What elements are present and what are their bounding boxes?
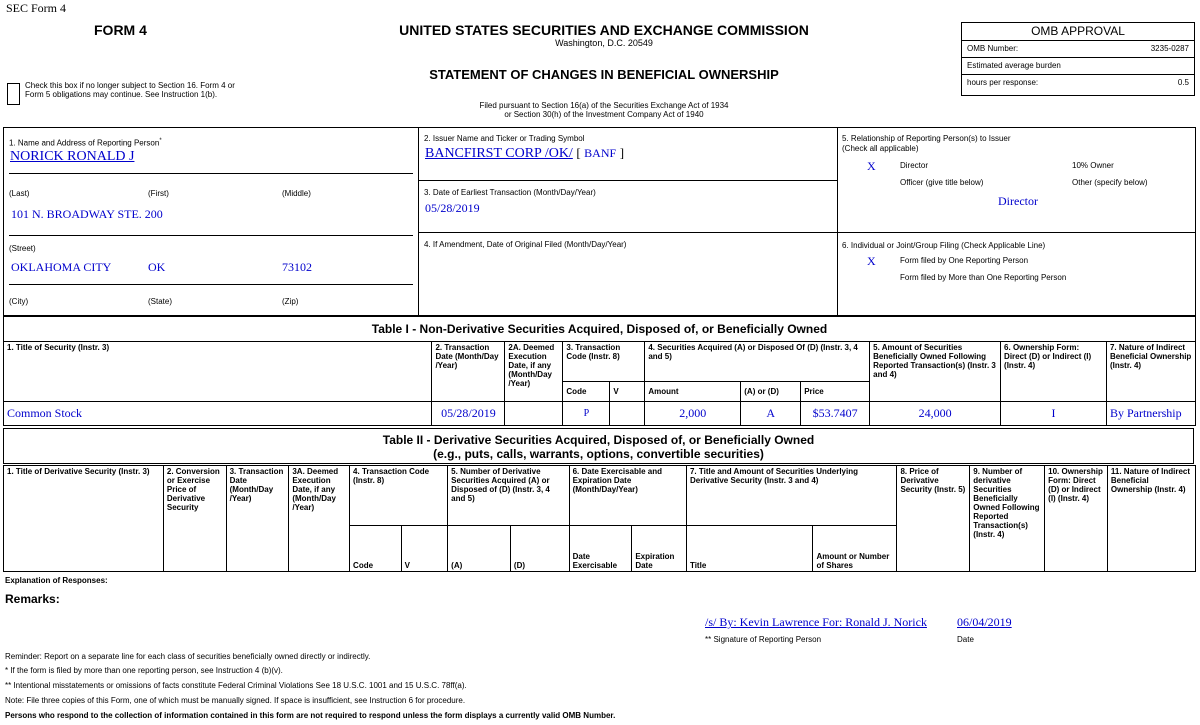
form-title: FORM 4 [94,22,147,38]
other-label: Other (specify below) [1072,178,1148,187]
table2-title-line2: (e.g., puts, calls, warrants, options, convertible securities) [433,447,764,461]
box5-relationship [838,128,1195,233]
transaction-date: 05/28/2019 [432,402,505,426]
t2-h-title-sub: Title [686,526,812,572]
divider [9,235,413,236]
one-person-mark: X [867,254,876,268]
t2-h-code: 4. Transaction Code (Instr. 8) [350,466,448,526]
t2-h-nature: 11. Nature of Indirect Beneficial Ownership (Instr. 4) [1107,466,1195,572]
t1-h-amount: Amount [645,382,741,402]
last-label: (Last) [9,189,30,198]
nature-of-ownership: By Partnership [1106,402,1195,426]
city-label: (City) [9,297,29,306]
table2-title-line1: Table II - Derivative Securities Acquired, Disposed of, or Beneficially Owned [382,433,815,447]
box6-filing-type [838,233,1195,315]
note-multiple-persons: * If the form is filed by more than one reporting person, see Instruction 4 (b)(v). [5,666,283,675]
t1-h-form: 6. Ownership Form: Direct (D) or Indirect (I) (Instr. 4) [1001,342,1107,402]
reporting-info-grid [3,127,1196,316]
issuer-name-link[interactable]: BANCFIRST CORP /OK/ [425,146,573,161]
t1-h-owned: 5. Amount of Securities Beneficially Owned Following Reported Transaction(s) (Instr. 3 and 4) [870,342,1001,402]
omb-approval-box [961,22,1195,96]
t2-h-v-sub: V [401,526,448,572]
t2-h-number-owned: 9. Number of derivative Securities Beneficially Owned Following Reported Transaction(s) (Instr. 4) [970,466,1045,572]
ownership-form: I [1001,402,1107,426]
city-value: OKLAHOMA CITY [11,260,112,274]
deemed-date [505,402,563,426]
non-derivative-table [3,341,1196,426]
t2-h-exercisable: 6. Date Exercisable and Expiration Date (Month/Day/Year) [569,466,686,526]
derivative-table [3,465,1196,572]
t2-h-price: 8. Price of Derivative Security (Instr. 5) [897,466,970,572]
officer-label: Officer (give title below) [900,178,984,187]
director-label: Director [900,161,929,170]
street-label: (Street) [9,244,36,253]
t2-h-expiration: Expiration Date [632,526,687,572]
remarks-label: Remarks: [5,592,60,606]
box2-issuer [419,128,837,181]
t2-h-form: 10. Ownership Form: Direct (D) or Indirect (I) (Instr. 4) [1045,466,1108,572]
t1-h-deemed: 2A. Deemed Execution Date, if any (Month/Day /Year) [505,342,563,402]
divider [9,284,413,285]
t1-h-title: 1. Title of Security (Instr. 3) [4,342,432,402]
security-title: Common Stock [4,402,432,426]
t1-h-date: 2. Transaction Date (Month/Day /Year) [432,342,505,402]
divider [9,173,413,174]
middle-label: (Middle) [282,189,311,198]
t2-h-date: 3. Transaction Date (Month/Day /Year) [226,466,289,572]
t2-h-conversion: 2. Conversion or Exercise Price of Derivative Security [163,466,226,572]
officer-title-value: Director [998,194,1038,208]
date-label: Date [957,635,974,644]
filed-line-1: Filed pursuant to Section 16(a) of the Securities Exchange Act of 1934 [479,101,729,110]
one-person-label: Form filed by One Reporting Person [900,256,1029,265]
t1-h-acquired: 4. Securities Acquired (A) or Disposed Of (D) (Instr. 3, 4 and 5) [645,342,870,382]
filed-pursuant [300,101,908,119]
omb-number-value: 3235-0287 [1150,44,1189,53]
zip-label: (Zip) [282,297,299,306]
ticker-symbol: BANF [584,146,617,160]
t2-h-number: 5. Number of Derivative Securities Acquired (A) or Disposed of (D) (Instr. 3, 4 and 5) [448,466,569,526]
street-address: 101 N. BROADWAY STE. 200 [11,207,163,221]
amount-value: 2,000 [645,402,741,426]
signature-date-link[interactable]: 06/04/2019 [957,615,1012,629]
box2-label: 2. Issuer Name and Ticker or Trading Symbol [424,134,585,143]
explanation-label: Explanation of Responses: [5,576,108,585]
commission-title: UNITED STATES SECURITIES AND EXCHANGE COMMISSION [399,22,809,38]
state-label: (State) [148,297,173,306]
note-omb: Persons who respond to the collection of information contained in this form are not required to respond unless the form displays a currently valid OMB Number. [5,711,616,720]
section16-checkbox[interactable] [7,83,20,105]
table2-title [3,428,1194,464]
ticker-close: ] [619,145,625,160]
table-row [4,402,1196,426]
zip-value: 73102 [282,260,312,274]
issuer-line [425,145,624,162]
state-value: OK [148,260,166,274]
t1-h-aord: (A) or (D) [741,382,801,402]
box1-label: 1. Name and Address of Reporting Person* [9,138,162,148]
note-copies: Note: File three copies of this Form, one of which must be manually signed. If space is insufficient, see Instruction 6 for procedure. [5,696,466,705]
box6-label: 6. Individual or Joint/Group Filing (Check Applicable Line) [842,241,1046,250]
reminder-text: Reminder: Report on a separate line for each class of securities beneficially owned directly or indirectly. [5,652,371,661]
price-value: $53.7407 [801,402,870,426]
issuer-column [419,128,838,315]
t2-h-deemed: 3A. Deemed Execution Date, if any (Month/Day /Year) [289,466,350,572]
box4-label: 4. If Amendment, Date of Original Filed (Month/Day/Year) [424,240,627,249]
sec-form-label: SEC Form 4 [6,1,67,15]
t1-h-code-sub: Code [563,382,610,402]
t2-h-d: (D) [510,526,569,572]
t2-h-date-exercisable: Date Exercisable [569,526,632,572]
box5-sub: (Check all applicable) [842,144,919,153]
omb-hours-label: hours per response: [967,78,1039,87]
t2-h-title: 1. Title of Derivative Security (Instr. 3) [4,466,164,572]
t1-h-price: Price [801,382,870,402]
director-mark: X [867,159,876,173]
signature-label: ** Signature of Reporting Person [705,635,822,644]
box3-earliest-transaction [419,181,837,233]
table1-title: Table I - Non-Derivative Securities Acquired, Disposed of, or Beneficially Owned [3,316,1196,342]
t2-h-a: (A) [448,526,511,572]
omb-number-label: OMB Number: [967,44,1019,53]
box4-amendment [419,233,837,315]
filed-line-2: or Section 30(h) of the Investment Company Act of 1940 [504,110,704,119]
ticker-open: [ [576,145,581,160]
commission-location: Washington, D.C. 20549 [555,38,653,48]
omb-title: OMB APPROVAL [962,23,1194,41]
acquired-disposed: A [741,402,801,426]
omb-hours-value: 0.5 [1177,78,1189,87]
relationship-column [838,128,1195,315]
section16-text: Check this box if no longer subject to Section 16. Form 4 or Form 5 obligations may continue. See Instruction 1(b). [25,81,235,99]
t2-h-code-sub: Code [350,526,402,572]
t2-h-amount-shares: Amount or Number of Shares [813,526,897,572]
reporting-person-name-link[interactable]: NORICK RONALD J [10,149,135,164]
owned-following: 24,000 [870,402,1001,426]
t1-h-nature: 7. Nature of Indirect Beneficial Ownership (Instr. 4) [1106,342,1195,402]
t2-h-underlying: 7. Title and Amount of Securities Underlying Derivative Security (Instr. 3 and 4) [686,466,896,526]
first-label: (First) [148,189,169,198]
transaction-v [610,402,645,426]
earliest-transaction-date: 05/28/2019 [425,201,480,215]
box1-reporting-person [4,128,419,315]
signature-link[interactable]: /s/ By: Kevin Lawrence For: Ronald J. Norick [705,615,927,629]
statement-title: STATEMENT OF CHANGES IN BENEFICIAL OWNERSHIP [429,67,779,82]
t1-h-v-sub: V [610,382,645,402]
omb-burden-label: Estimated average burden [962,58,1194,75]
box5-label: 5. Relationship of Reporting Person(s) to Issuer [842,134,1011,143]
box3-label: 3. Date of Earliest Transaction (Month/Day/Year) [424,188,596,197]
note-misstatements: ** Intentional misstatements or omissions of facts constitute Federal Criminal Violations See 18 U.S.C. 1001 and 15 U.S.C. 78ff(a). [5,681,467,690]
more-persons-label: Form filed by More than One Reporting Person [900,273,1067,282]
t1-h-code: 3. Transaction Code (Instr. 8) [563,342,645,382]
transaction-code: P [563,402,610,426]
ten-percent-owner-label: 10% Owner [1072,161,1114,170]
